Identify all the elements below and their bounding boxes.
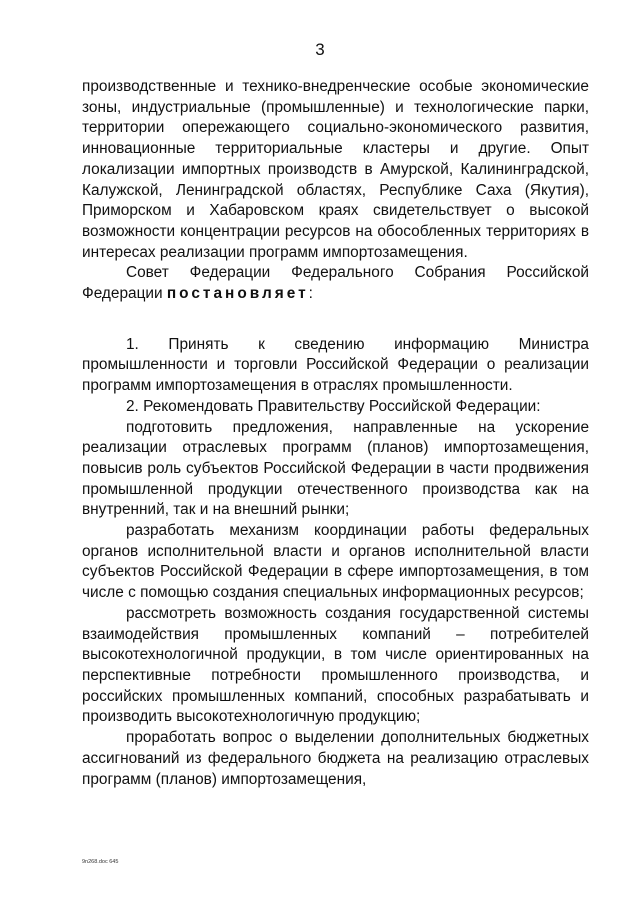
item-2: 2. Рекомендовать Правительству Российской Федерации:	[126, 397, 541, 415]
paragraph-gap	[82, 305, 589, 335]
resolution-colon: :	[308, 285, 313, 303]
paragraph-resolution-intro	[82, 263, 589, 304]
resolution-intro-text: Совет Федерации Федерального Собрания Российской Федерации	[82, 264, 589, 303]
document-code: 9n268.doc 645	[82, 859, 119, 865]
item-2-prepare-proposals: подготовить предложения, направленные на ускорение реализации отраслевых программ (планов) импортозамещения, повысив роль субъектов Российской Федерации в части продвижения промышленной продукции отечественного производства как на внутренний, так и на внешний рынки;	[82, 418, 589, 519]
page-number: 3	[315, 40, 325, 59]
item-1: 1. Принять к сведению информацию Министра промышленности и торговли Российской Федерации о реализации программ импортозамещения в отраслях промышленности.	[82, 335, 589, 395]
paragraph-economic-zones: производственные и технико-внедренческие особые экономические зоны, индустриальные (промышленные) и технологические парки, территории опережающего социально-экономического развития, инновационные территориальные кластеры и другие. Опыт локализации импортных производств в Амурской, Калининградской, Калужской, Ленинградской областях, Республике Саха (Якутия), Приморском и Хабаровском краях свидетельствует о высокой возможности концентрации ресурсов на обособленных территориях в интересах реализации программ импортозамещения.	[82, 78, 589, 261]
item-2-interaction-system: рассмотреть возможность создания государственной системы взаимодействия промышленных компаний – потребителей высокотехнологичной продукции, в том числе ориентированных на перспективные потребности промышленного производства, и российских промышленных компаний, способных разрабатывать и производить высокотехнологичную продукцию;	[82, 604, 589, 726]
item-2-coordination-mechanism: разработать механизм координации работы федеральных органов исполнительной власти и органов исполнительной власти субъектов Российской Федерации в сфере импортозамещения, в том числе с помощью создания специальных информационных ресурсов;	[82, 522, 589, 602]
document-body	[82, 77, 589, 790]
item-2-budget-allocations: проработать вопрос о выделении дополнительных бюджетных ассигнований из федерального бюджета на реализацию отраслевых программ (планов) импортозамещения,	[82, 729, 589, 788]
resolves-keyword: постановляет	[166, 285, 309, 303]
